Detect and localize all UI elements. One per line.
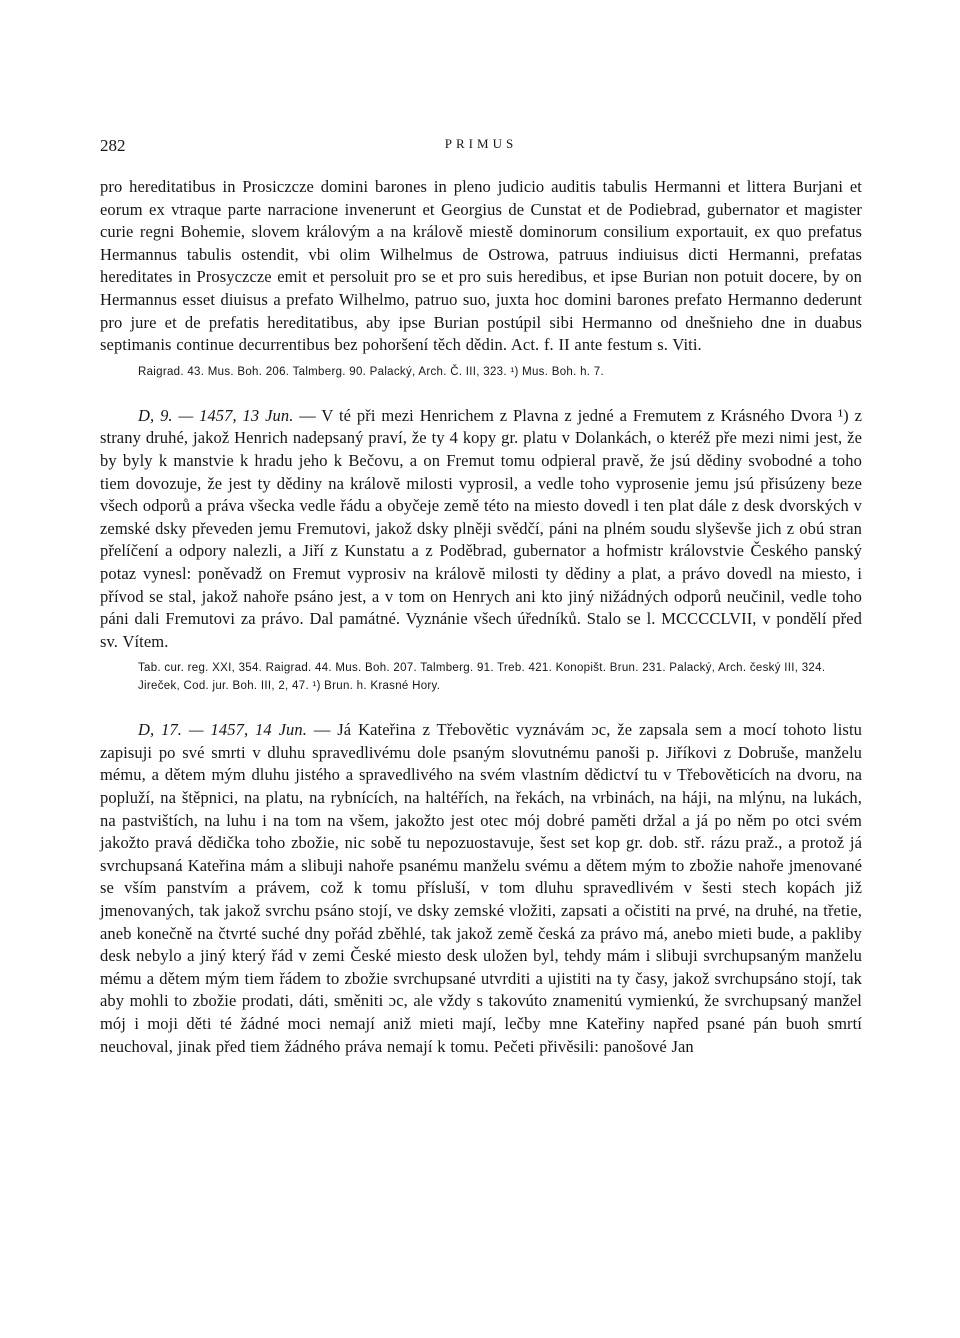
page-header [100, 136, 862, 160]
charter-body: — Já Kateřina z Třebovětic vyznávám ɔc, že zapsala sem a mocí tohoto listu zapisuji po své smrti v dluhu spravedlivému dole psaným slovutnému panoši p. Jiříkovi z Dobruše, manželu mému, a dětem mým dluhu jistého a spravedlivého na svém vlastním dědictví tu v Třebověticích na dvoru, na popluží, na štěpnici, na platu, na rybnících, na haltéřích, na řekách, na vrbinách, na háji, na mlýnu, na lukách, na pastvištích, na luhu i na tom na všem, jakožto jest otec mój dobré paměti držal a já po něm po otci svém jakožto pravá dědička toho zbožie, nic sobě tu nepozuostavuje, šest set kop gr. dob. stř. rázu praž., a protož já svrchupsaná Kateřina mám a slibuji nahoře psanému manželu svému a dětem mým to zbožie nahoře jmenované se vším panstvím a právem, což k tomu přísluší, v tom dluhu spravedlivém v šesti stech kopách již jmenovaných, tak jakož svrchu psáno stojí, ve dsky zemské vložiti, zapsati a očistiti na prvé, na druhé, na třetie, aneb konečně na čtvrté suché dny pořád zběhlé, tak jakož země česká za právo má, anebo mieti bude, a pakliby desk nebylo a jiný který řád v zemi České miesto desk uložen byl, tehdy mám i slibuji svrchupsaným manželu mému a dětem mým tiem řádem to zbožie svrchupsané utvrditi a ujistiti na ty časy, jakož svrchupsáno stojí, tak aby mohli to zbožie prodati, dáti, směniti ɔc, ale vždy s takovúto znamenitú vymienkú, že svrchupsaný manžel mój i moji děti té žádné moci nemají aniž mieti mají, lečby mne Kateřiny napřed psané pán buoh smrtí neuchoval, jinak před tiem žádného práva nemají k tomu. Pečeti přivěsili: panošové Jan [100, 720, 862, 1056]
source-note: Tab. cur. reg. XXI, 354. Raigrad. 44. Mus. Boh. 207. Talmberg. 91. Treb. 421. Konopišt. Brun. 231. Palacký, Arch. český III, 324. Jireček, Cod. jur. Boh. III, 2, 47. ¹) Brun. h. Krasné Hory. [138, 662, 826, 693]
document-body [100, 176, 862, 1058]
source-note: Raigrad. 43. Mus. Boh. 206. Talmberg. 90. Palacký, Arch. Č. III, 323. ¹) Mus. Boh. h. 7. [138, 365, 604, 378]
page-number: 282 [100, 136, 126, 155]
charter-text [100, 176, 862, 357]
running-title: PRIMUS [444, 136, 518, 151]
charter-body: — V té při mezi Henrichem z Plavna z jedné a Fremutem z Krásného Dvora ¹) z strany druhé, jakož Henrich nadepsaný praví, že ty 4 kopy gr. platu v Dolankách, o kteréž pře mezi nimi jest, že by byly k manstvie k hradu jeho k Bečovu, a on Fremut tomu odpieral pravě, že jsú dědiny svobodné a toho tiem dovozuje, že jest ty dědiny na královĕ milosti vyprosil, a vedle toho vyprosenie jemu jsú přisúzeny beze všech odporů a práva všecka vedle řádu a obyčeje země této na miesto dovedl i ten plat dále z desk dvorských v zemské dsky převeden jemu Fremutovi, jakož dsky plněji svědčí, páni na plném soudu slyševše jich z obú stran přelíčení a odpory nalezli, a Jiří z Kunstatu a z Poděbrad, gubernator a hofmistr královstvie Českého panský potaz vynesl: poněvadž on Fremut vyprosiv na královĕ milosti ty dědiny a plat, a právo dovedl na miesto, i přívod se stal, jakož nahoře psáno jest, a v tom on Henrych ani kto jiný nižádných odporů neučinil, vedle toho páni dali Fremutovi za právo. Dal památné. Vyznánie všech úředníků. Stalo se l. MCCCCLVII, v pondělí před sv. Vítem. [100, 405, 862, 651]
charter-body: pro hereditatibus in Prosiczcze domini barones in pleno judicio auditis tabulis Hermanni et littera Burjani et eorum ex vtraque parte narracione invenerunt et Georgius de Cunstat et de Podiebrad, gubernator et magister curie regni Bohemie, slovem královým a na králově miestě dominorum consilium exportauit, ex quo prefatus Hermannus tabulis ostendit, vbi olim Wilhelmus de Ostrowa, patruus indiuisus dicti Hermanni, prefatas hereditates in Prosyczcze emit et persoluit pro se et pro suis heredibus, et ipse Burian non potuit docere, by on Hermannus esset diuisus a prefato Wilhelmo, patruo suo, juxta hoc domini barones prefato Hermanno dederunt pro jure et de prefatis hereditatibus, aby ipse Burian postúpil sibi Hermanno od dnešnieho dne in duabus septimanis continue decurrentibus bez pohoršení těch dědin. Act. f. II ante festum s. Viti. [100, 177, 862, 355]
charter-date-heading: D, 17. — 1457, 14 Jun. [138, 720, 307, 740]
charter-date-heading: D, 9. — 1457, 13 Jun. [138, 405, 294, 425]
charter-text [100, 405, 862, 654]
charter-text [100, 719, 862, 1058]
